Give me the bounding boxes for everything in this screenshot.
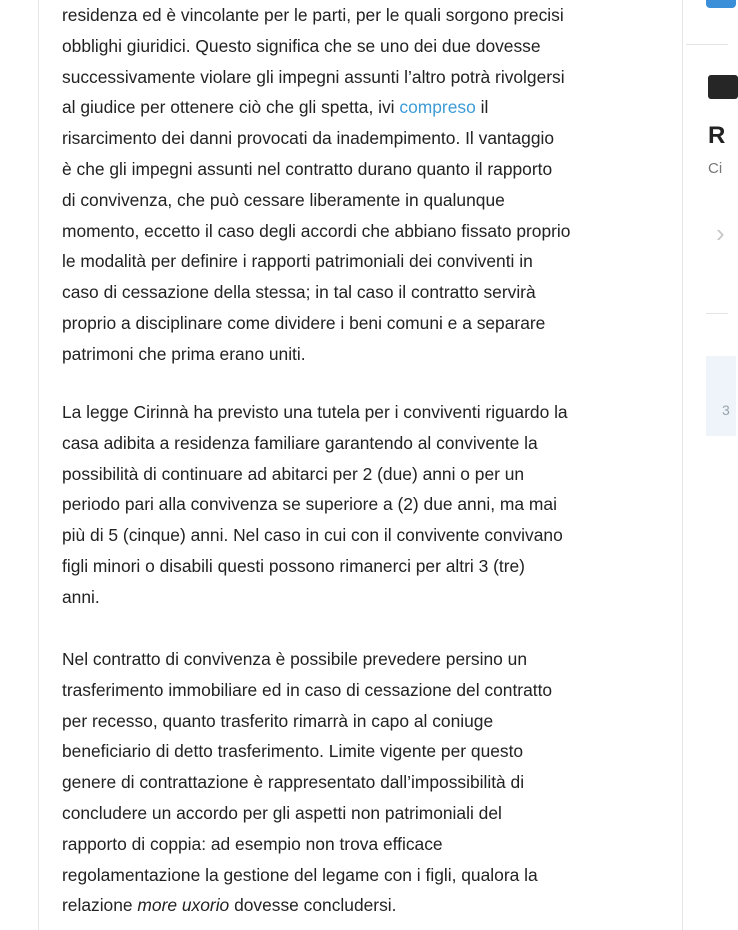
text-line: più di 5 (cinque) anni. Nel caso in cui con il convivente convivano [62, 525, 563, 546]
text-line: figli minori o disabili questi possono rimanerci per altri 3 (tre) [62, 556, 525, 576]
text-fragment: al giudice per ottenere ciò che gli spetta, ivi [62, 97, 400, 118]
chevron-right-icon[interactable]: › [716, 218, 725, 248]
sidebar-dark-button[interactable] [708, 75, 738, 99]
text-line: Nel contratto di convivenza è possibile prevedere persino un [62, 649, 527, 669]
sidebar-panel[interactable] [706, 356, 736, 436]
text-line: beneficiario di detto trasferimento. Limite vigente per questo [62, 741, 524, 762]
text-line: La legge Cirinnà ha previsto una tutela per i conviventi riguardo la [62, 402, 568, 422]
text-line: genere di contrattazione è rappresentato dall’impossibilità di [62, 772, 525, 793]
twitter-icon[interactable] [706, 0, 736, 8]
text-line: anni. [62, 586, 100, 607]
text-line: proprio a disciplinare come dividere i beni comuni e a separare [62, 313, 546, 333]
text-line: obblighi giuridici. Questo significa che se uno dei due dovesse [62, 35, 541, 56]
text-line: momento, eccetto il caso degli accordi che abbiano fissato proprio [62, 220, 571, 241]
text-line-with-link [62, 92, 488, 123]
sidebar-panel-mark: 3 [722, 402, 730, 418]
text-fragment: il [475, 97, 489, 118]
text-line: le modalità per definire i rapporti patrimoniali dei conviventi in [62, 251, 533, 272]
text-line: concludere un accordo per gli aspetti non patrimoniali del [62, 803, 502, 823]
compreso-link[interactable]: compreso [399, 97, 476, 118]
sidebar-subtitle: Ci [708, 160, 723, 177]
text-line: trasferimento immobiliare ed in caso di cessazione del contratto [62, 679, 553, 700]
sidebar-divider [686, 44, 728, 45]
sidebar-divider [706, 313, 728, 314]
text-line: successivamente violare gli impegni assunti l’altro potrà rivolgersi [62, 66, 565, 87]
text-line: per recesso, quanto trasferito rimarrà in capo al coniuge [62, 710, 494, 731]
text-line: è che gli impegni assunti nel contratto durano quanto il rapporto [62, 159, 553, 179]
text-line: caso di cessazione della stessa; in tal caso il contratto servirà [62, 282, 536, 303]
text-line: di convivenza, che può cessare liberamente in qualunque [62, 189, 505, 210]
text-line: rapporto di coppia: ad esempio non trova efficace [62, 833, 443, 854]
text-line: periodo pari alla convivenza se superiore a (2) due anni, ma mai [62, 494, 557, 515]
text-line: risarcimento dei danni provocati da inadempimento. Il vantaggio [62, 128, 555, 149]
text-fragment: relazione [62, 895, 138, 916]
sidebar-heading: R [708, 122, 726, 149]
text-line: residenza ed è vincolante per le parti, per le quali sorgono precisi [62, 5, 564, 25]
text-line-with-italic [62, 890, 396, 921]
italic-term: more uxorio [137, 895, 230, 916]
text-line: casa adibita a residenza familiare garantendo al convivente la [62, 432, 538, 453]
text-line: regolamentazione la gestione del legame con i figli, qualora la [62, 864, 538, 885]
right-sidebar [686, 0, 728, 917]
text-line: possibilità di continuare ad abitarci per 2 (due) anni o per un [62, 463, 525, 484]
text-fragment: dovesse concludersi. [229, 895, 397, 916]
text-line: patrimoni che prima erano uniti. [62, 343, 306, 364]
